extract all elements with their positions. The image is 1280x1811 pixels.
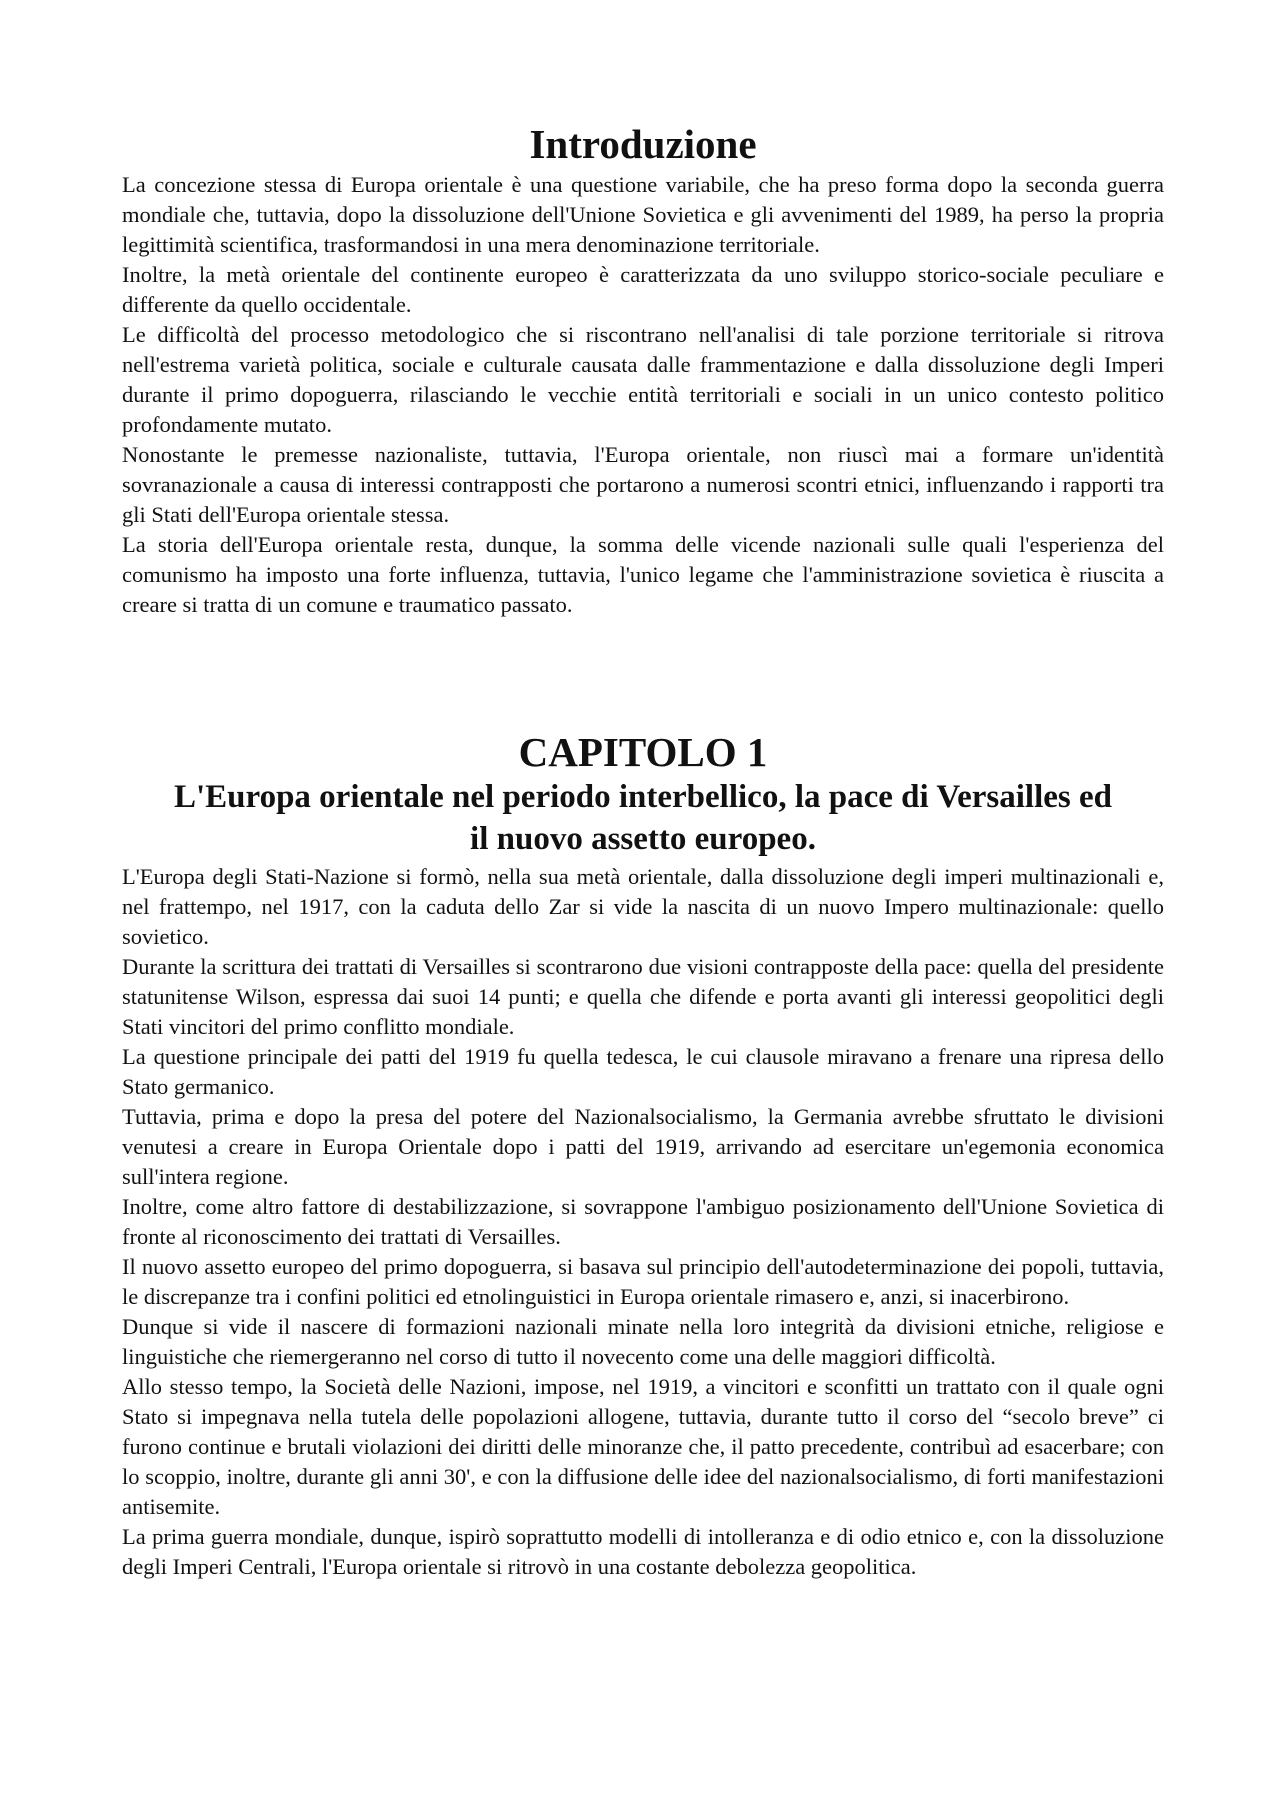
introduction-section bbox=[122, 0, 1164, 620]
introduction-paragraph: La concezione stessa di Europa orientale è una questione variabile, che ha preso forma dopo la seconda guerra mondiale che, tuttavia, dopo la dissoluzione dell'Unione Sovietica e gli avvenimenti del 1989, ha perso la propria legittimità scientifica, trasformandosi in una mera denominazione territoriale. bbox=[122, 172, 1164, 257]
introduction-paragraph: La storia dell'Europa orientale resta, dunque, la somma delle vicende nazionali sulle quali l'esperienza del comunismo ha imposto una forte influenza, tuttavia, l'unico legame che l'amministrazione sovietica è riuscita a creare si tratta di un comune e traumatico passato. bbox=[122, 532, 1164, 617]
introduction-paragraph: Le difficoltà del processo metodologico che si riscontrano nell'analisi di tale porzione territoriale si ritrova nell'estrema varietà politica, sociale e culturale causata dalle frammentazione e dalla dissoluzione degli Imperi durante il primo dopoguerra, rilasciando le vecchie entità territoriali e sociali in un unico contesto politico profondamente mutato. bbox=[122, 322, 1164, 437]
chapter-paragraph: L'Europa degli Stati-Nazione si formò, nella sua metà orientale, dalla dissoluzione degli imperi multinazionali e, nel frattempo, nel 1917, con la caduta dello Zar si vide la nascita di un nuovo Impero multinazionale: quello sovietico. bbox=[122, 864, 1164, 949]
chapter-paragraph: La questione principale dei patti del 1919 fu quella tedesca, le cui clausole miravano a frenare una ripresa dello Stato germanico. bbox=[122, 1044, 1164, 1099]
introduction-title: Introduzione bbox=[529, 121, 757, 167]
introduction-paragraph: Nonostante le premesse nazionaliste, tuttavia, l'Europa orientale, non riuscì mai a formare un'identità sovranazionale a causa di interessi contrapposti che portarono a numerosi scontri etnici, influenzando i rapporti tra gli Stati dell'Europa orientale stessa. bbox=[122, 442, 1164, 527]
introduction-paragraph: Inoltre, la metà orientale del continente europeo è caratterizzata da uno sviluppo storico-sociale peculiare e differente da quello occidentale. bbox=[122, 262, 1164, 317]
introduction-body bbox=[122, 170, 1164, 620]
chapter-paragraph: La prima guerra mondiale, dunque, ispirò soprattutto modelli di intolleranza e di odio etnico e, con la dissoluzione degli Imperi Centrali, l'Europa orientale si ritrovò in una costante debolezza geopolitica. bbox=[122, 1524, 1164, 1579]
chapter-paragraph: Allo stesso tempo, la Società delle Nazioni, impose, nel 1919, a vincitori e sconfitti un trattato con il quale ogni Stato si impegnava nella tutela delle popolazioni allogene, tuttavia, durante tutto il corso del “secolo breve” ci furono continue e brutali violazioni dei diritti delle minoranze che, il patto precedente, contribuì ad esacerbare; con lo scoppio, inoltre, durante gli anni 30', e con la diffusione delle idee del nazionalsocialismo, di forti manifestazioni antisemite. bbox=[122, 1374, 1164, 1519]
chapter-paragraph: Inoltre, come altro fattore di destabilizzazione, si sovrappone l'ambiguo posizionamento dell'Unione Sovietica di fronte al riconoscimento dei trattati di Versailles. bbox=[122, 1194, 1164, 1249]
document-page bbox=[122, 0, 1164, 1582]
chapter-paragraph: Tuttavia, prima e dopo la presa del potere del Nazionalsocialismo, la Germania avrebbe sfruttato le divisioni venutesi a creare in Europa Orientale dopo i patti del 1919, arrivando ad esercitare un'egemonia economica sull'intera regione. bbox=[122, 1104, 1164, 1189]
chapter-paragraph: Dunque si vide il nascere di formazioni nazionali minate nella loro integrità da divisioni etniche, religiose e linguistiche che riemergeranno nel corso di tutto il novecento come una delle maggiori difficoltà. bbox=[122, 1314, 1164, 1369]
chapter-body bbox=[122, 862, 1164, 1582]
chapter-paragraph: Durante la scrittura dei trattati di Versailles si scontrarono due visioni contrapposte della pace: quella del presidente statunitense Wilson, espressa dai suoi 14 punti; e quella che difende e porta avanti gli interessi geopolitici degli Stati vincitori del primo conflitto mondiale. bbox=[122, 954, 1164, 1039]
chapter-paragraph: Il nuovo assetto europeo del primo dopoguerra, si basava sul principio dell'autodeterminazione dei popoli, tuttavia, le discrepanze tra i confini politici ed etnolinguistici in Europa orientale rimasero e, anzi, si inacerbirono. bbox=[122, 1254, 1164, 1309]
chapter-number: CAPITOLO 1 bbox=[518, 729, 768, 775]
chapter-1-section bbox=[122, 728, 1164, 1582]
chapter-title: L'Europa orientale nel periodo interbellico, la pace di Versailles ed il nuovo assetto europeo. bbox=[173, 779, 1113, 857]
